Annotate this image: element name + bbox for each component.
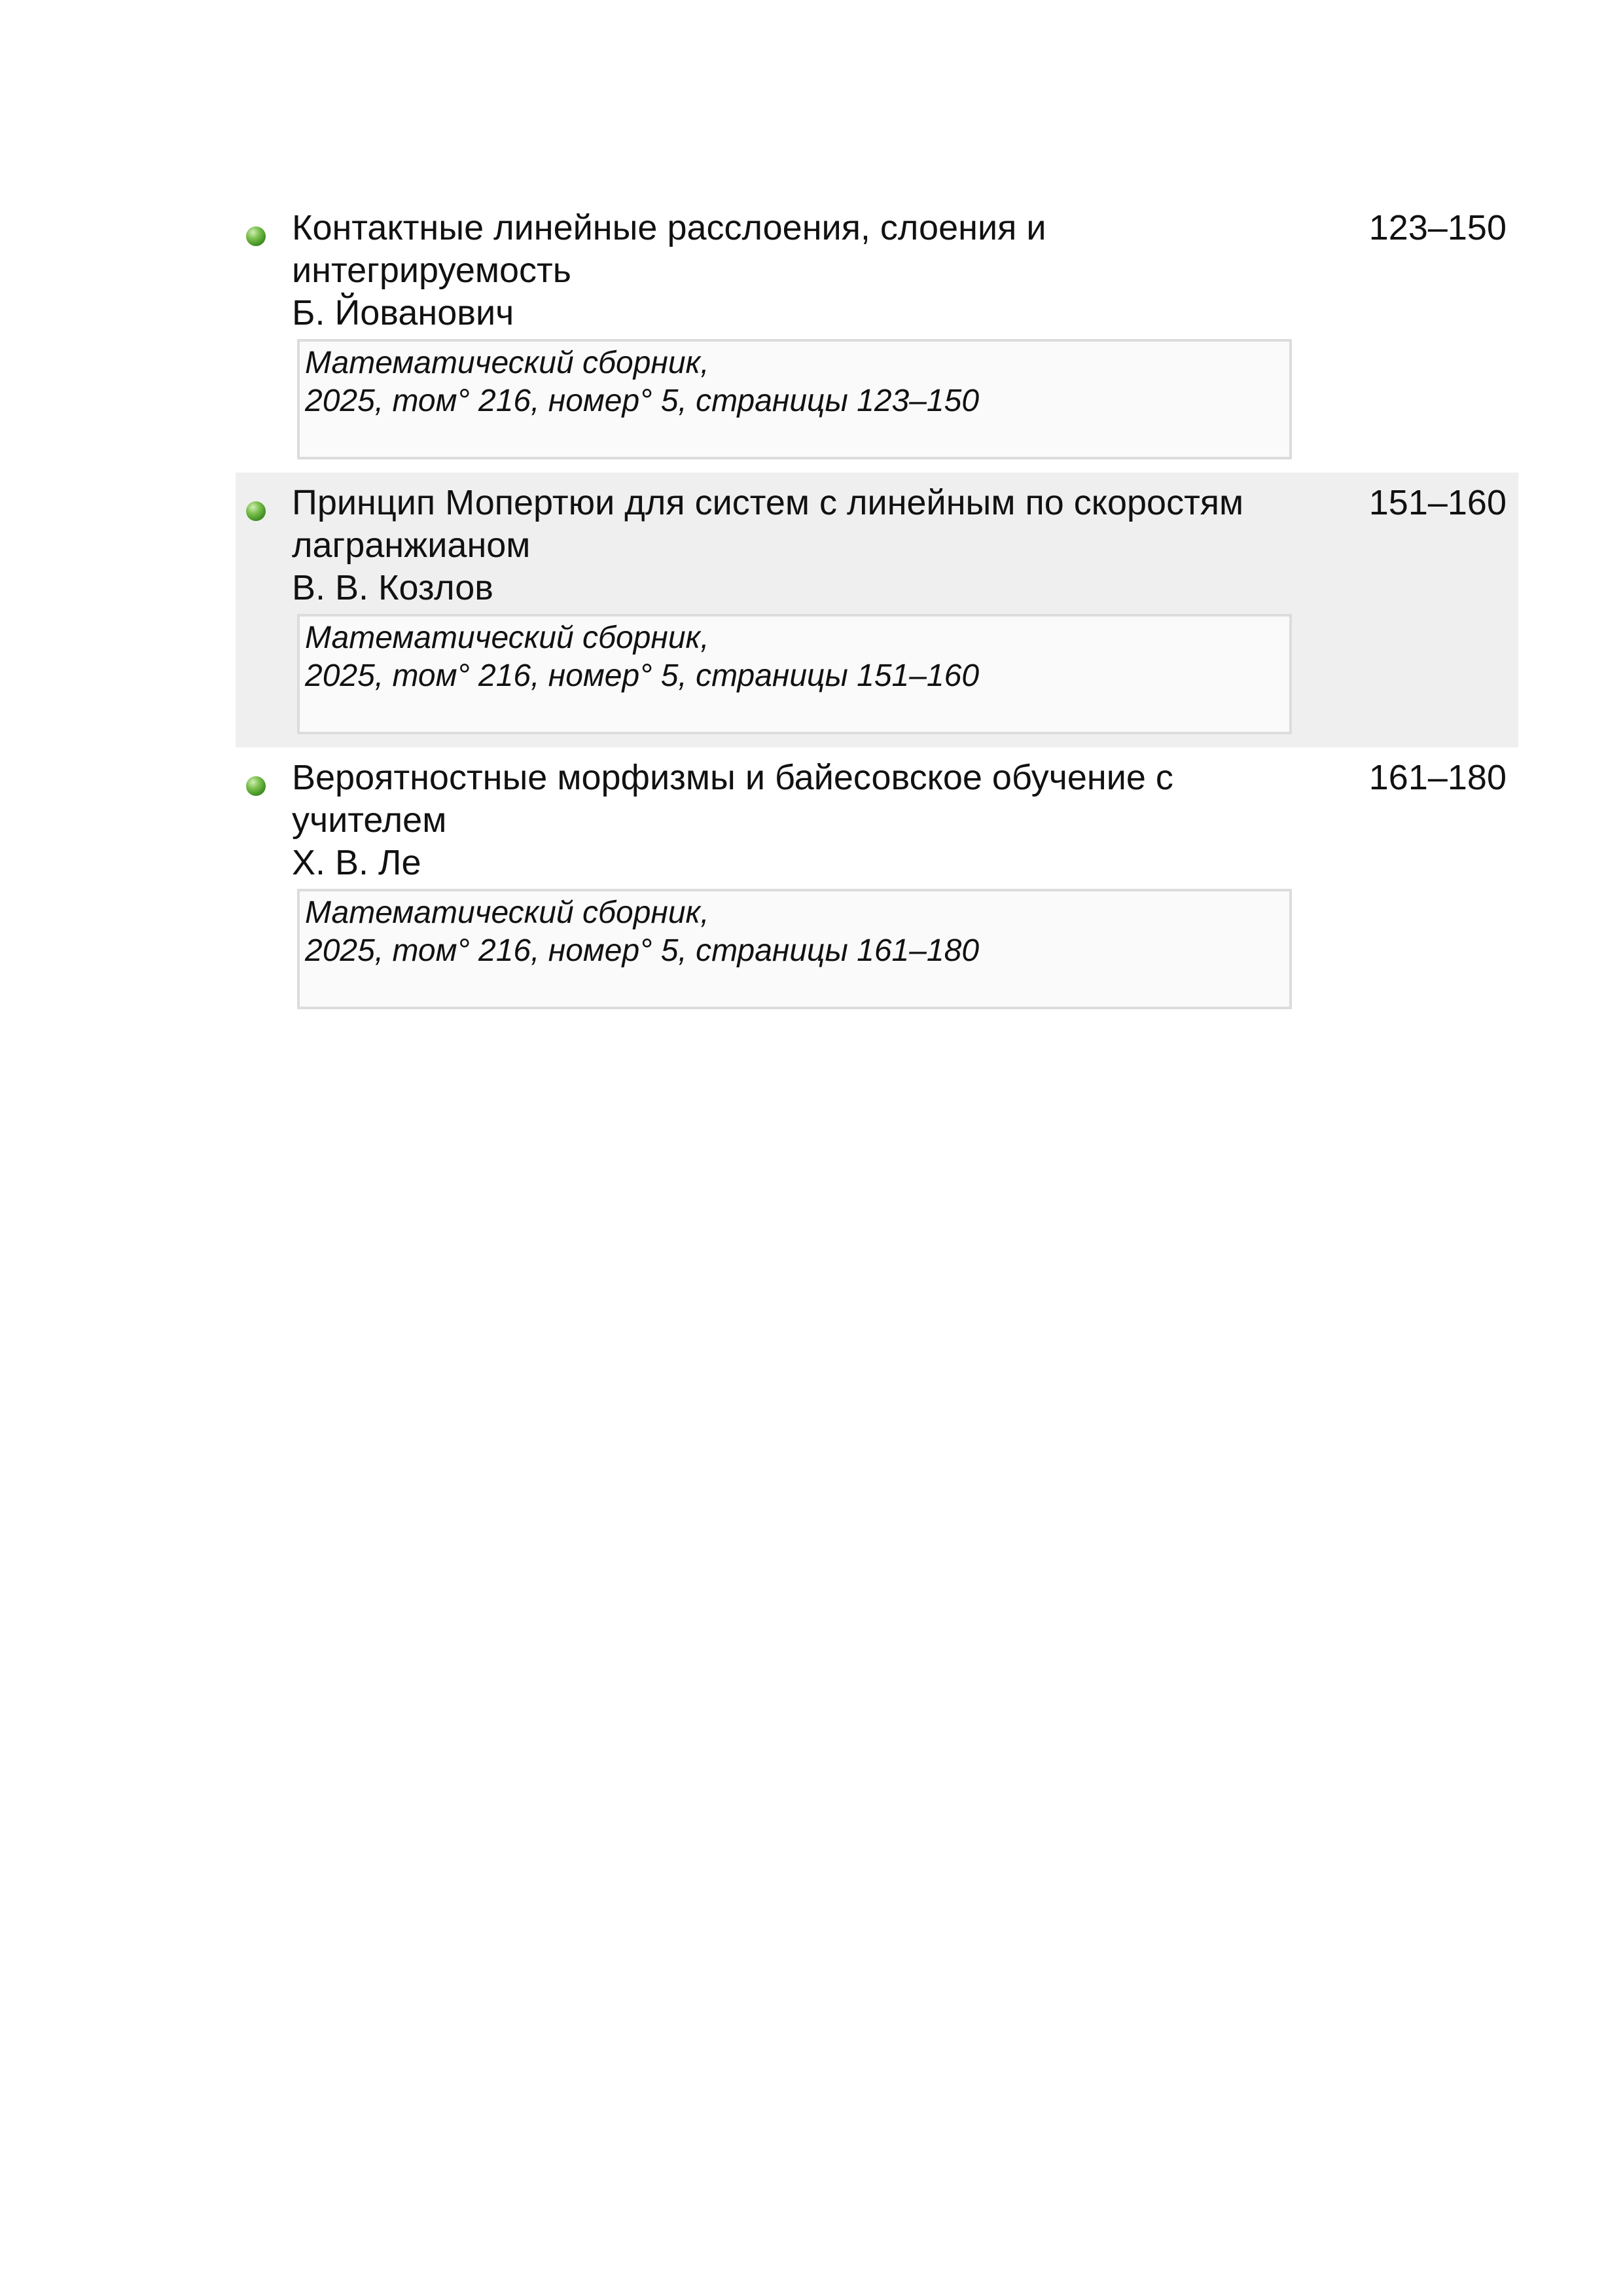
citation-details: 2025, том° 216, номер° 5, страницы 161–180 <box>305 933 980 968</box>
article-authors[interactable]: Б. Йованович <box>292 293 514 332</box>
page-range: 123–150 <box>1368 208 1507 247</box>
citation-details: 2025, том° 216, номер° 5, страницы 123–150 <box>305 384 980 418</box>
article-title-line[interactable]: Контактные линейные расслоения, слоения и <box>292 208 1046 247</box>
citation-box <box>297 889 1292 1009</box>
article-authors[interactable]: В. В. Козлов <box>292 568 493 607</box>
article-authors[interactable]: Х. В. Ле <box>292 843 421 882</box>
citation-details: 2025, том° 216, номер° 5, страницы 151–160 <box>305 658 980 693</box>
bullet-icon <box>246 226 266 246</box>
article-title-line[interactable]: лагранжианом <box>292 526 531 565</box>
toc-entry <box>236 473 1518 747</box>
toc-entry <box>236 747 1518 1022</box>
page-range: 161–180 <box>1368 758 1507 797</box>
article-title-line[interactable]: интегрируемость <box>292 251 571 290</box>
citation-journal: Математический сборник, <box>305 620 709 655</box>
citation-box <box>297 614 1292 734</box>
citation-box <box>297 339 1292 459</box>
article-title-line[interactable]: Вероятностные морфизмы и байесовское обучение с <box>292 758 1173 797</box>
article-title-block[interactable] <box>292 482 1535 609</box>
article-title-block[interactable] <box>292 757 1535 884</box>
citation-journal: Математический сборник, <box>305 895 709 930</box>
bullet-icon <box>246 776 266 796</box>
article-title-line[interactable]: Принцип Мопертюи для систем с линейным по скоростям <box>292 483 1244 522</box>
article-title-block[interactable] <box>292 207 1535 334</box>
article-title-line[interactable]: учителем <box>292 800 447 840</box>
page-range: 151–160 <box>1368 483 1507 522</box>
bullet-icon <box>246 501 266 521</box>
table-of-contents <box>236 198 1518 1022</box>
citation-journal: Математический сборник, <box>305 346 709 380</box>
toc-entry <box>236 198 1518 473</box>
